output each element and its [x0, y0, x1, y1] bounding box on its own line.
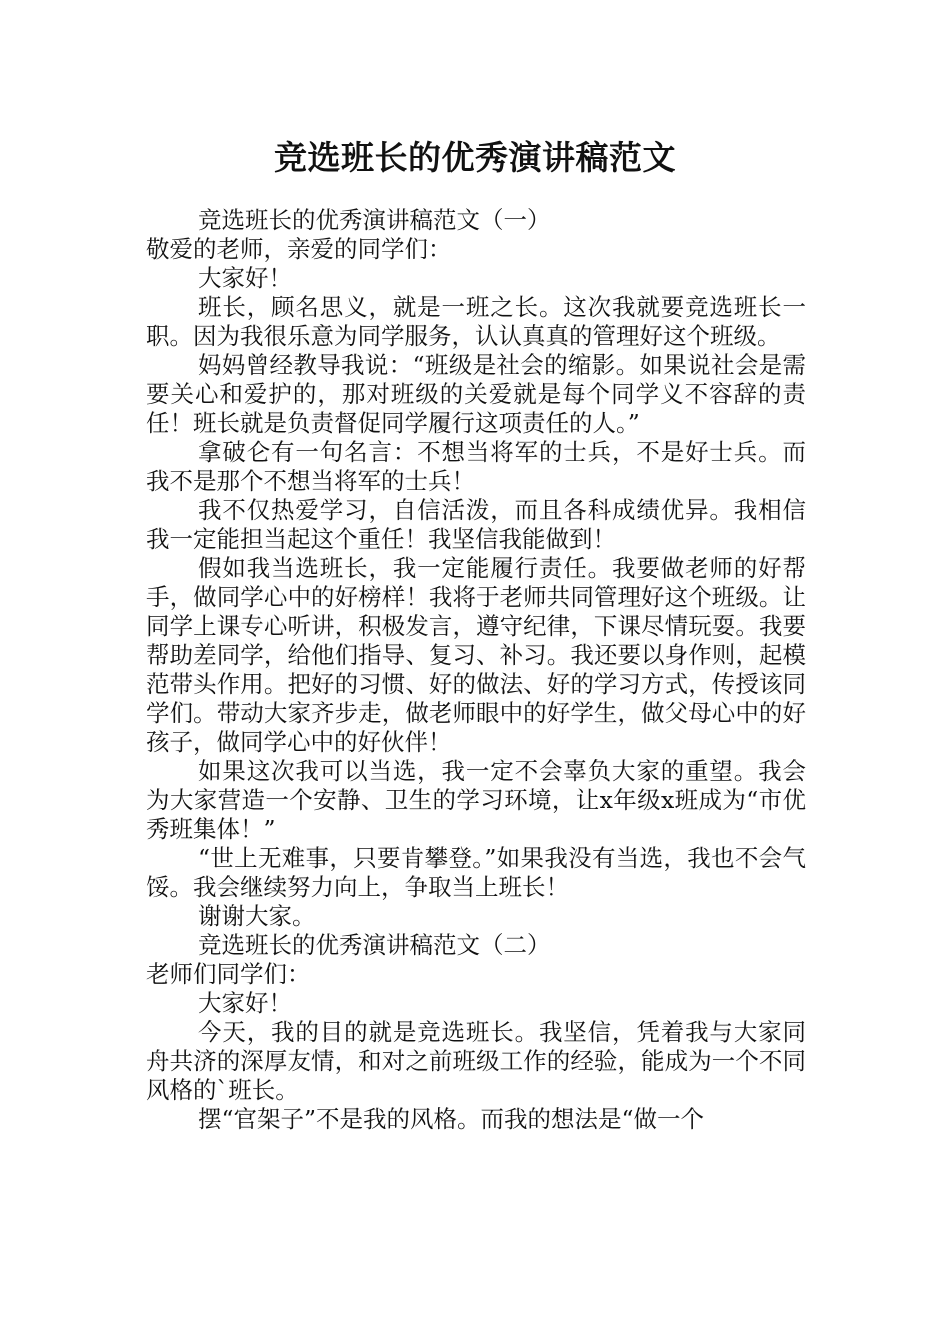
- paragraph: 大家好！: [198, 264, 292, 292]
- paragraph: 竞选班长的优秀演讲稿范文（一）: [198, 206, 551, 234]
- paragraph: 敬爱的老师，亲爱的同学们：: [146, 235, 452, 263]
- document-body: [146, 206, 806, 1134]
- paragraph: 我不仅热爱学习，自信活泼，而且各科成绩优异。我相信我一定能担当起这个重任！我坚信我能做到！: [146, 496, 806, 553]
- paragraph: 假如我当选班长，我一定能履行责任。我要做老师的好帮手，做同学心中的好榜样！我将于老师共同管理好这个班级。让同学上课专心听讲，积极发言，遵守纪律，下课尽情玩耍。我要帮助差同学，给他们指导、复习、补习。我还要以身作则，起模范带头作用。把好的习惯、好的做法、好的学习方式，传授该同学们。带动大家齐步走，做老师眼中的好学生，做父母心中的好孩子，做同学心中的好伙伴！: [146, 554, 806, 756]
- paragraph: 老师们同学们：: [146, 960, 311, 988]
- paragraph: 如果这次我可以当选，我一定不会辜负大家的重望。我会为大家营造一个安静、卫生的学习环境，让x年级x班成为“市优秀班集体！”: [146, 757, 806, 843]
- paragraph: 谢谢大家。: [198, 902, 316, 930]
- paragraph: 竞选班长的优秀演讲稿范文（二）: [198, 931, 551, 959]
- paragraph: 摆“官架子”不是我的风格。而我的想法是“做一个: [198, 1105, 705, 1133]
- paragraph: 妈妈曾经教导我说：“班级是社会的缩影。如果说社会是需要关心和爱护的，那对班级的关爱就是每个同学义不容辞的责任！班长就是负责督促同学履行这项责任的人。”: [146, 351, 806, 437]
- paragraph: “世上无难事，只要肯攀登。”如果我没有当选，我也不会气馁。我会继续努力向上，争取当上班长！: [146, 844, 806, 901]
- paragraph: 班长，顾名思义，就是一班之长。这次我就要竞选班长一职。因为我很乐意为同学服务，认认真真的管理好这个班级。: [146, 293, 806, 350]
- document-title: 竞选班长的优秀演讲稿范文: [274, 138, 676, 177]
- paragraph: 今天，我的目的就是竞选班长。我坚信，凭着我与大家同舟共济的深厚友情，和对之前班级工作的经验，能成为一个不同风格的`班长。: [146, 1018, 806, 1104]
- paragraph: 大家好！: [198, 989, 292, 1017]
- paragraph: 拿破仑有一句名言：不想当将军的士兵，不是好士兵。而我不是那个不想当将军的士兵！: [146, 438, 806, 495]
